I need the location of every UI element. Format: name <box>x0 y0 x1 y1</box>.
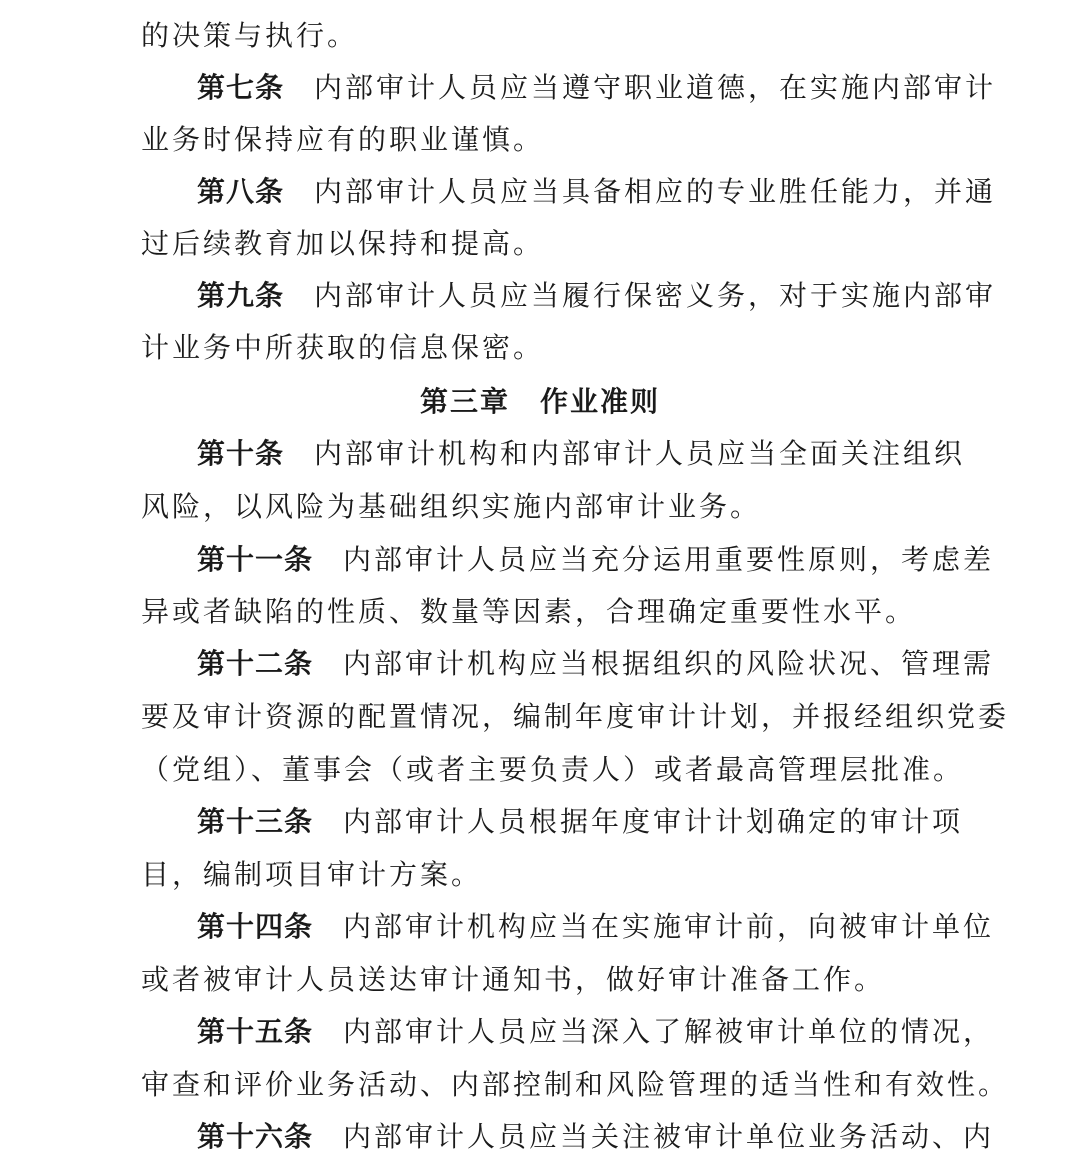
article-text: 内部审计机构和内部审计人员应当全面关注组织 <box>314 437 966 470</box>
article-text: 内部审计人员根据年度审计计划确定的审计项 <box>343 805 964 838</box>
article-heading: 第十五条 <box>197 1015 314 1048</box>
text-line <box>141 849 941 901</box>
article-9 <box>197 270 997 322</box>
article-heading: 第十六条 <box>197 1120 314 1153</box>
article-text: 内部审计机构应当在实施审计前，向被审计单位 <box>343 910 995 943</box>
text-line <box>141 1059 1010 1111</box>
line-text: 审查和评价业务活动、内部控制和风险管理的适当性和有效性。 <box>141 1068 1010 1101</box>
text-line <box>141 10 941 62</box>
article-12 <box>197 638 995 690</box>
article-15 <box>197 1006 995 1058</box>
article-heading: 第八条 <box>197 175 285 208</box>
article-heading: 第十条 <box>197 437 285 470</box>
line-text: 过后续教育加以保持和提高。 <box>141 227 545 260</box>
article-16 <box>197 1111 995 1163</box>
article-heading: 第十一条 <box>197 543 314 576</box>
text-line <box>141 481 941 533</box>
article-heading: 第十三条 <box>197 805 314 838</box>
article-14 <box>197 901 995 953</box>
article-text: 内部审计人员应当关注被审计单位业务活动、内 <box>343 1120 995 1153</box>
line-text: 要及审计资源的配置情况，编制年度审计计划，并报经组织党委 <box>141 700 1010 733</box>
article-heading: 第七条 <box>197 71 285 104</box>
article-8 <box>197 166 997 218</box>
article-text: 内部审计人员应当具备相应的专业胜任能力，并通 <box>314 175 997 208</box>
article-text: 内部审计人员应当履行保密义务，对于实施内部审 <box>314 279 997 312</box>
text-line <box>141 691 1010 743</box>
article-text: 内部审计人员应当深入了解被审计单位的情况， <box>343 1015 995 1048</box>
article-13 <box>197 796 964 848</box>
article-10 <box>197 428 966 480</box>
line-text: （党组）、董事会（或者主要负责人）或者最高管理层批准。 <box>141 753 965 786</box>
line-text: 或者被审计人员送达审计通知书，做好审计准备工作。 <box>141 963 886 996</box>
article-11 <box>197 534 995 586</box>
text-line <box>141 114 941 166</box>
article-heading: 第九条 <box>197 279 285 312</box>
text-line <box>141 218 941 270</box>
text-line <box>141 322 941 374</box>
text-line <box>141 586 941 638</box>
article-text: 内部审计机构应当根据组织的风险状况、管理需 <box>343 647 995 680</box>
article-7 <box>197 62 997 114</box>
line-text: 的决策与执行。 <box>141 19 359 52</box>
line-text: 风险，以风险为基础组织实施内部审计业务。 <box>141 490 762 523</box>
text-line <box>141 954 941 1006</box>
article-heading: 第十二条 <box>197 647 314 680</box>
chapter-heading: 第三章 作业准则 <box>419 385 660 418</box>
line-text: 计业务中所获取的信息保密。 <box>141 331 545 364</box>
line-text: 目，编制项目审计方案。 <box>141 858 483 891</box>
line-text: 业务时保持应有的职业谨慎。 <box>141 123 545 156</box>
article-text: 内部审计人员应当充分运用重要性原则，考虑差 <box>343 543 995 576</box>
text-line <box>141 744 965 796</box>
article-text: 内部审计人员应当遵守职业道德，在实施内部审计 <box>314 71 997 104</box>
article-heading: 第十四条 <box>197 910 314 943</box>
line-text: 异或者缺陷的性质、数量等因素，合理确定重要性水平。 <box>141 595 917 628</box>
